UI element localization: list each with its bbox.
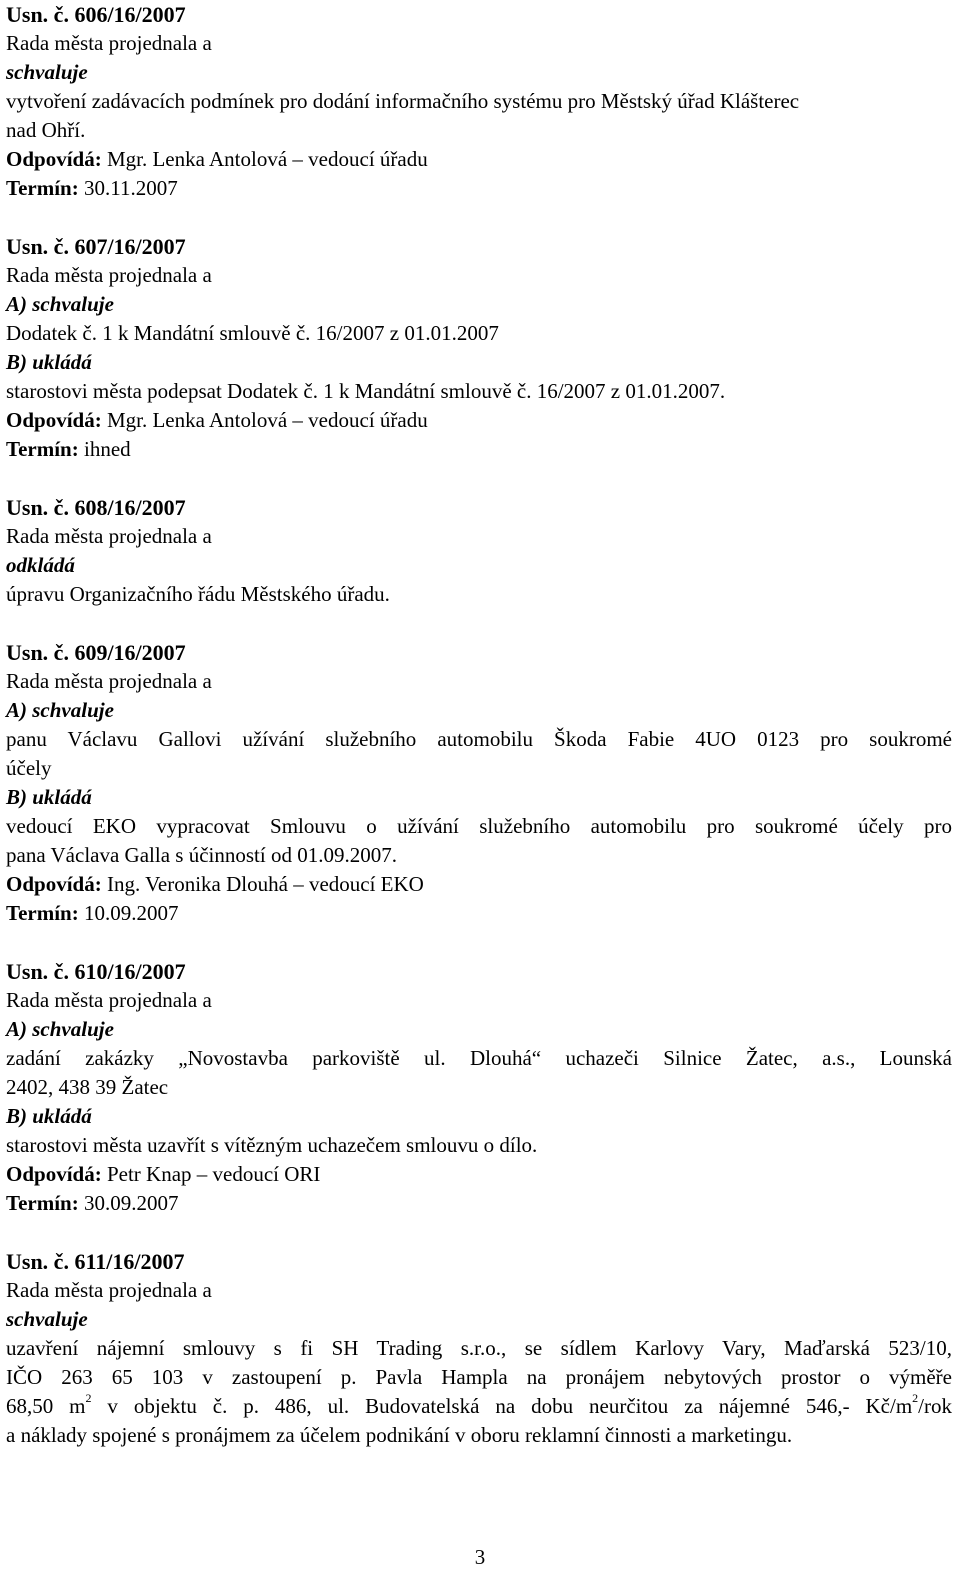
responsible-label: Odpovídá: (6, 1162, 102, 1186)
resolution-title: Usn. č. 611/16/2007 (6, 1249, 185, 1274)
resolution-611 (6, 1247, 952, 1450)
resolution-610 (6, 957, 952, 1218)
decision-verb: A) schvaluje (6, 1017, 114, 1041)
resolution-text: a náklady spojené s pronájmem za účelem podnikání v oboru reklamní činnosti a marketingu. (6, 1423, 793, 1447)
text-fragment: 68,50 m (6, 1394, 86, 1418)
document-page (6, 0, 952, 1450)
resolution-title: Usn. č. 608/16/2007 (6, 495, 186, 520)
responsible-value: Petr Knap – vedoucí ORI (101, 1162, 321, 1186)
deadline-label: Termín: (6, 437, 79, 461)
resolution-text: panu Václavu Gallovi užívání služebního automobilu Škoda Fabie 4UO 0123 pro soukromé (6, 727, 952, 751)
deadline-value: 30.09.2007 (78, 1191, 179, 1215)
spacer (6, 609, 952, 638)
deadline-value: ihned (78, 437, 131, 461)
deadline-row (6, 899, 952, 928)
council-statement: Rada města projednala a (6, 1278, 212, 1302)
responsible-row (6, 145, 952, 174)
resolution-text: zadání zakázky „Novostavba parkoviště ul. Dlouhá“ uchazeči Silnice Žatec, a.s., Lounská (6, 1046, 952, 1070)
resolution-607 (6, 232, 952, 464)
spacer (6, 928, 952, 957)
resolution-text: Dodatek č. 1 k Mandátní smlouvě č. 16/2007 z 01.01.2007 (6, 321, 499, 345)
spacer (6, 203, 952, 232)
resolution-title: Usn. č. 607/16/2007 (6, 234, 186, 259)
responsible-row (6, 870, 952, 899)
responsible-label: Odpovídá: (6, 408, 102, 432)
deadline-row (6, 1189, 952, 1218)
resolution-title: Usn. č. 609/16/2007 (6, 640, 186, 665)
decision-verb: B) ukládá (6, 1104, 92, 1128)
resolution-text: 2402, 438 39 Žatec (6, 1075, 169, 1099)
deadline-label: Termín: (6, 901, 79, 925)
responsible-label: Odpovídá: (6, 872, 102, 896)
deadline-value: 10.09.2007 (78, 901, 179, 925)
text-fragment: /rok (918, 1394, 952, 1418)
page-number: 3 (474, 1545, 486, 1569)
decision-verb: schvaluje (6, 1307, 88, 1331)
resolution-text: nad Ohří. (6, 118, 86, 142)
deadline-row (6, 435, 952, 464)
responsible-value: Mgr. Lenka Antolová – vedoucí úřadu (101, 147, 428, 171)
responsible-row (6, 1160, 952, 1189)
deadline-label: Termín: (6, 176, 79, 200)
deadline-row (6, 174, 952, 203)
council-statement: Rada města projednala a (6, 31, 212, 55)
spacer (6, 1218, 952, 1247)
resolution-text: pana Václava Galla s účinností od 01.09.2007. (6, 843, 397, 867)
resolution-title: Usn. č. 610/16/2007 (6, 959, 186, 984)
decision-verb: odkládá (6, 553, 75, 577)
resolution-text: starostovi města uzavřít s vítězným uchazečem smlouvu o dílo. (6, 1133, 538, 1157)
resolution-title: Usn. č. 606/16/2007 (6, 2, 186, 27)
decision-verb: A) schvaluje (6, 698, 114, 722)
resolution-606 (6, 0, 952, 203)
resolution-text: vytvoření zadávacích podmínek pro dodání informačního systému pro Městský úřad Klášterec (6, 89, 800, 113)
resolution-608 (6, 493, 952, 609)
council-statement: Rada města projednala a (6, 524, 212, 548)
responsible-row (6, 406, 952, 435)
council-statement: Rada města projednala a (6, 988, 212, 1012)
decision-verb: A) schvaluje (6, 292, 114, 316)
resolution-text: starostovi města podepsat Dodatek č. 1 k Mandátní smlouvě č. 16/2007 z 01.01.2007. (6, 379, 726, 403)
deadline-label: Termín: (6, 1191, 79, 1215)
responsible-value: Ing. Veronika Dlouhá – vedoucí EKO (101, 872, 424, 896)
resolution-text (6, 1392, 952, 1421)
deadline-value: 30.11.2007 (78, 176, 178, 200)
superscript: 2 (85, 1391, 92, 1405)
resolution-text: uzavření nájemní smlouvy s fi SH Trading s.r.o., se sídlem Karlovy Vary, Maďarská 523/10, (6, 1336, 952, 1360)
superscript: 2 (912, 1391, 919, 1405)
responsible-value: Mgr. Lenka Antolová – vedoucí úřadu (101, 408, 428, 432)
decision-verb: schvaluje (6, 60, 88, 84)
decision-verb: B) ukládá (6, 350, 92, 374)
council-statement: Rada města projednala a (6, 669, 212, 693)
responsible-label: Odpovídá: (6, 147, 102, 171)
council-statement: Rada města projednala a (6, 263, 212, 287)
resolution-text: vedoucí EKO vypracovat Smlouvu o užívání služebního automobilu pro soukromé účely pro (6, 814, 952, 838)
resolution-609 (6, 638, 952, 928)
decision-verb: B) ukládá (6, 785, 92, 809)
spacer (6, 464, 952, 493)
resolution-text: úpravu Organizačního řádu Městského úřadu. (6, 582, 390, 606)
resolution-text: účely (6, 756, 52, 780)
resolution-text: IČO 263 65 103 v zastoupení p. Pavla Hampla na pronájem nebytových prostor o výměře (6, 1365, 952, 1389)
text-fragment: v objektu č. p. 486, ul. Budovatelská na dobu neurčitou za nájemné 546,- Kč/m (91, 1394, 913, 1418)
